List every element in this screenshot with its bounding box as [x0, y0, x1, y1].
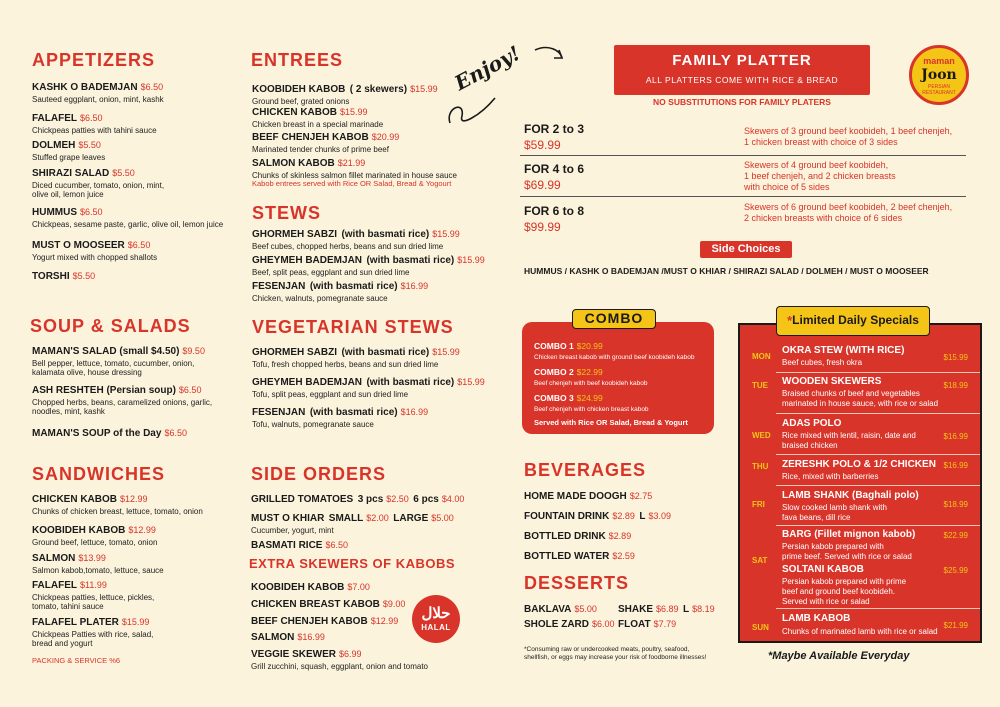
day-label: MON: [752, 352, 771, 361]
menu-item: MAMAN'S SOUP of the Day $6.50: [32, 428, 187, 439]
menu-item: MUST O MOOSEER $6.50 Yogurt mixed with chopped shallots: [32, 240, 158, 262]
desserts-title: DESSERTS: [524, 573, 630, 593]
special-desc: Served with rice or salad: [782, 597, 870, 606]
special-price: $25.99: [943, 566, 968, 575]
menu-item: SALMON $13.99 Salmon kabob,tomato, lettuce, sauce: [32, 553, 164, 575]
special-desc: beef and ground beef koobideh.: [782, 587, 895, 596]
no-substitutions-note: NO SUBSTITUTIONS FOR FAMILY PLATERS: [653, 97, 831, 107]
divider: [776, 525, 980, 526]
packing-note: PACKING & SERVICE %6: [32, 656, 121, 665]
side-choices-label: Side Choices: [700, 241, 792, 258]
special-desc: Persian kabob prepared with: [782, 542, 884, 551]
soup-salads-title: SOUP & SALADS: [30, 316, 191, 336]
entrees-note: Kabob entrees served with Rice OR Salad, Bread & Yogourt: [252, 179, 452, 188]
menu-item: BEEF CHENJEH KABOB $20.99 Marinated tender chunks of prime beef: [252, 132, 400, 154]
menu-item: ASH RESHTEH (Persian soup) $6.50 Chopped herbs, beans, caramelized onions, garlic, noodles, mint, kashk: [32, 385, 213, 416]
halal-badge: حلال HALAL: [412, 595, 460, 643]
combo-title: COMBO: [572, 309, 656, 329]
divider: [520, 155, 966, 156]
beverages-title: BEVERAGES: [524, 460, 647, 480]
divider: [520, 196, 966, 197]
divider: [776, 454, 980, 455]
special-price: $16.99: [943, 432, 968, 441]
sandwiches-title: SANDWICHES: [32, 464, 166, 484]
special-price: $18.99: [943, 500, 968, 509]
menu-item: CHICKEN KABOB $15.99 Chicken breast in a special marinade: [252, 107, 384, 129]
menu-item: SHAKE $6.89 L $8.19: [618, 604, 715, 615]
special-price: $15.99: [943, 353, 968, 362]
special-name: LAMB KABOB: [782, 613, 851, 624]
foodborne-warning: *Consuming raw or undercooked meats, poultry, seafood, shellfish, or eggs may increase your risk of foodborne illnesses!: [524, 646, 707, 661]
family-platter-banner: FAMILY PLATTER ALL PLATTERS COME WITH RICE & BREAD: [614, 45, 870, 95]
menu-item: GHEYMEH BADEMJAN (with basmati rice) $15.99 Tofu, split peas, eggplant and sun dried lime: [252, 377, 485, 399]
special-name: SOLTANI KABOB: [782, 564, 864, 575]
maybe-available-note: *Maybe Available Everyday: [768, 650, 910, 662]
menu-item: CHICKEN KABOB $12.99 Chunks of chicken breast, lettuce, tomato, onion: [32, 494, 203, 516]
special-price: $18.99: [943, 381, 968, 390]
menu-item: FALAFEL $11.99 Chickpeas patties, lettuce, pickles, tomato, tahini sauce: [32, 580, 155, 611]
divider: [776, 413, 980, 414]
combo-item: COMBO 3 $24.99 Beef chenjeh with chicken breast kabob: [534, 393, 649, 413]
day-label: SUN: [752, 623, 769, 632]
menu-item: SHOLE ZARD $6.00: [524, 619, 615, 630]
special-name: OKRA STEW (WITH RICE): [782, 345, 905, 356]
menu-item: SALMON $16.99: [251, 632, 325, 643]
menu-item: GHEYMEH BADEMJAN (with basmati rice) $15.99 Beef, split peas, eggplant and sun dried lime: [252, 255, 485, 277]
menu-item: FALAFEL PLATER $15.99 Chickpeas Patties with rice, salad, bread and yogurt: [32, 617, 154, 648]
special-price: $22.99: [943, 531, 968, 540]
menu-item: KOOBIDEH KABOB $7.00: [251, 582, 370, 593]
divider: [776, 372, 980, 373]
special-name: WOODEN SKEWERS: [782, 376, 882, 387]
special-desc: Rice mixed with lentil, raisin, date and: [782, 431, 916, 440]
platter-desc: Skewers of 6 ground beef koobideh, 2 beef chenjeh, 2 chicken breasts with choice of 6 sides: [744, 202, 953, 223]
special-desc: Chunks of marinated lamb with rice or salad: [782, 627, 938, 636]
menu-item: FLOAT $7.79: [618, 619, 677, 630]
special-name: LAMB SHANK (Baghali polo): [782, 490, 919, 501]
menu-item: BASMATI RICE $6.50: [251, 540, 349, 551]
day-label: TUE: [752, 381, 768, 390]
combo-box: [522, 322, 714, 434]
menu-item: TORSHI $5.50: [32, 271, 96, 282]
special-name: ADAS POLO: [782, 418, 842, 429]
menu-item: SALMON KABOB $21.99 Chunks of skinless salmon fillet marinated in house sauce: [252, 158, 457, 180]
menu-item: BOTTLED DRINK $2.89: [524, 531, 632, 542]
menu-item: BAKLAVA $5.00: [524, 604, 597, 615]
menu-item: MAMAN'S SALAD (small $4.50) $9.50 Bell pepper, lettuce, tomato, cucumber, onion, kalamata olive, house dressing: [32, 346, 205, 377]
menu-item: FOUNTAIN DRINK $2.89 L $3.09: [524, 511, 671, 522]
combo-item: COMBO 2 $22.99 Beef chenjeh with beef koobideh kabob: [534, 367, 648, 387]
menu-item: HOME MADE DOOGH $2.75: [524, 491, 653, 502]
veg-stews-title: VEGETARIAN STEWS: [252, 317, 454, 337]
stews-title: STEWS: [252, 203, 322, 223]
extra-skewers-title: EXTRA SKEWERS OF KABOBS: [249, 556, 456, 571]
side-orders-title: SIDE ORDERS: [251, 464, 387, 484]
menu-item: SHIRAZI SALAD $5.50 Diced cucumber, tomato, onion, mint, olive oil, lemon juice: [32, 168, 165, 199]
menu-item: BEEF CHENJEH KABOB $12.99: [251, 616, 399, 627]
daily-specials-box: [738, 323, 982, 643]
menu-item: HUMMUS $6.50 Chickpeas, sesame paste, garlic, olive oil, lemon juice: [32, 207, 224, 229]
menu-item: KASHK O BADEMJAN $6.50 Sauteed eggplant, onion, mint, kashk: [32, 82, 164, 104]
menu-item: MUST O KHIAR SMALL $2.00 LARGE $5.00 Cucumber, yogurt, mint: [251, 513, 454, 535]
special-desc: Persian kabob prepared with prime: [782, 577, 907, 586]
day-label: WED: [752, 431, 771, 440]
combo-item: COMBO 1 $20.99 Chicken breast kabob with ground beef koobideh kabob: [534, 341, 695, 361]
special-desc: Braised chunks of beef and vegetables: [782, 389, 920, 398]
menu-item: KOOBIDEH KABOB $12.99 Ground beef, lettuce, tomato, onion: [32, 525, 158, 547]
menu-item: KOOBIDEH KABOB ( 2 skewers) $15.99 Ground beef, grated onions: [252, 84, 438, 106]
side-choices-list: HUMMUS / KASHK O BADEMJAN /MUST O KHIAR / SHIRAZI SALAD / DOLMEH / MUST O MOOSEER: [524, 266, 929, 276]
entrees-title: ENTREES: [251, 50, 344, 70]
platter-desc: Skewers of 4 ground beef koobideh, 1 beef chenjeh, and 2 chicken breasts with choice of 5 sides: [744, 160, 896, 192]
platter-row: FOR 4 to 6 $69.99: [524, 162, 585, 192]
special-desc: prime beef. Served with rice or salad: [782, 552, 912, 561]
menu-item: FALAFEL $6.50 Chickpeas patties with tahini sauce: [32, 113, 157, 135]
platter-desc: Skewers of 3 ground beef koobideh, 1 beef chenjeh, 1 chicken breast with choice of 3 sides: [744, 126, 953, 147]
menu-item: DOLMEH $5.50 Stuffed grape leaves: [32, 140, 106, 162]
restaurant-logo: maman Joon PERSIAN RESTAURANT: [909, 45, 969, 105]
daily-specials-title: *Limited Daily Specials: [776, 306, 930, 336]
menu-item: FESENJAN (with basmati rice) $16.99 Tofu, walnuts, pomegranate sauce: [252, 407, 429, 429]
day-label: FRI: [752, 500, 765, 509]
menu-item: CHICKEN BREAST KABOB $9.00: [251, 599, 406, 610]
enjoy-script: Enjoy!: [450, 40, 525, 96]
special-desc: fava beans, dill rice: [782, 513, 851, 522]
day-label: THU: [752, 462, 769, 471]
appetizers-title: APPETIZERS: [32, 50, 156, 70]
special-desc: Beef cubes, fresh okra: [782, 358, 863, 367]
platter-row: FOR 6 to 8 $99.99: [524, 204, 585, 234]
menu-item: GRILLED TOMATOES 3 pcs $2.50 6 pcs $4.00: [251, 494, 465, 505]
combo-footer: Served with Rice OR Salad, Bread & Yogurt: [534, 418, 688, 427]
special-price: $21.99: [943, 621, 968, 630]
special-desc: marinated in house sauce, with rice or salad: [782, 399, 939, 408]
swirl-arrow-icon: [440, 38, 570, 128]
special-name: ZERESHK POLO & 1/2 CHICKEN: [782, 459, 936, 470]
menu-item: GHORMEH SABZI (with basmati rice) $15.99 Beef cubes, chopped herbs, beans and sun dried lime: [252, 229, 460, 251]
special-desc: Slow cooked lamb shank with: [782, 503, 887, 512]
special-name: BARG (Fillet mignon kabob): [782, 529, 916, 540]
platter-row: FOR 2 to 3 $59.99: [524, 122, 585, 152]
special-desc: braised chicken: [782, 441, 838, 450]
menu-item: FESENJAN (with basmati rice) $16.99 Chicken, walnuts, pomegranate sauce: [252, 281, 429, 303]
menu-item: GHORMEH SABZI (with basmati rice) $15.99 Tofu, fresh chopped herbs, beans and sun dried lime: [252, 347, 460, 369]
special-desc: Rice, mixed with barberries: [782, 472, 879, 481]
day-label: SAT: [752, 556, 768, 565]
special-price: $16.99: [943, 461, 968, 470]
divider: [776, 608, 980, 609]
menu-item: BOTTLED WATER $2.59: [524, 551, 635, 562]
menu-item: VEGGIE SKEWER $6.99 Grill zucchini, squash, eggplant, onion and tomato: [251, 649, 428, 671]
divider: [776, 485, 980, 486]
